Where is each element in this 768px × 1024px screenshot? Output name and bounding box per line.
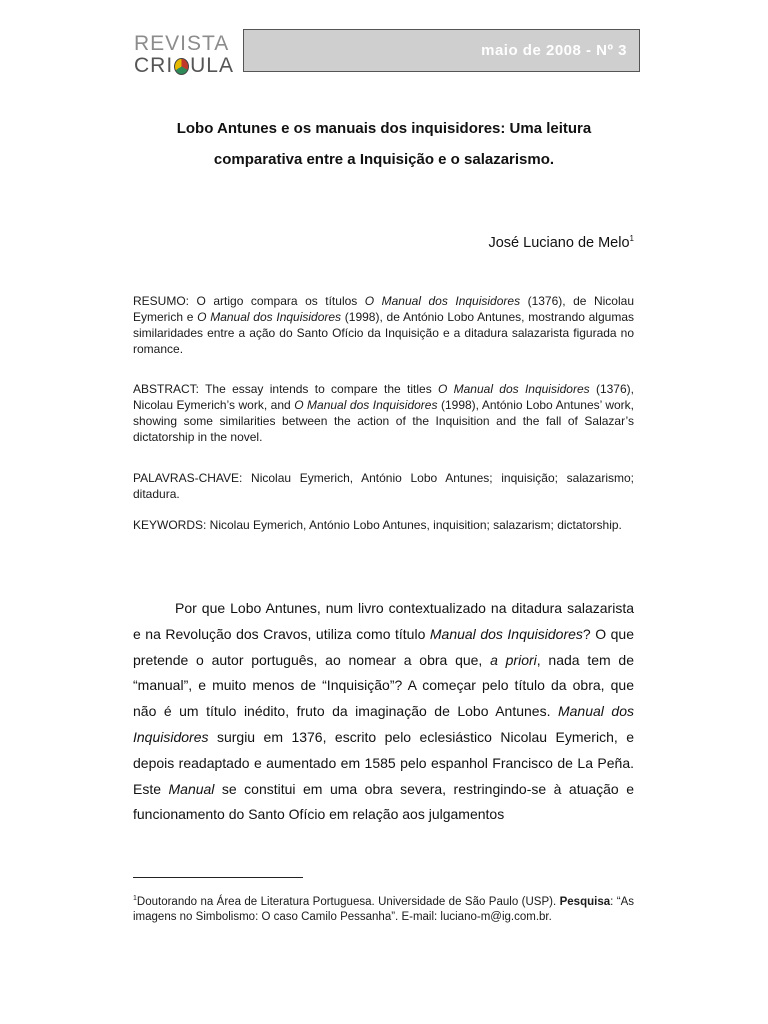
body-italic-3: Manual dos Inquisidores	[133, 703, 634, 745]
body-text-5: se constitui em uma obra severa, restringindo-se à atuação e funcionamento do Santo Ofício em relação aos julgamentos	[133, 780, 634, 823]
footnote-divider	[133, 877, 303, 878]
abstract-title-1: O Manual dos Inquisidores	[438, 382, 590, 396]
author-footnote-mark: 1	[629, 234, 634, 243]
resumo-title-2: O Manual dos Inquisidores	[197, 310, 342, 324]
abstract-paragraph	[133, 381, 634, 445]
abstract-text-3: (1998), António Lobo Antunes’ work, showing some similarities between the action of the Inquisition and the fall of Salazar’s dictatorship in the novel.	[133, 398, 635, 444]
resumo-text-2: (1376), de Nicolau Eymerich e	[133, 294, 634, 324]
resumo-text-1: RESUMO: O artigo compara os títulos	[133, 294, 365, 308]
footnote	[133, 891, 634, 925]
resumo-title-1: O Manual dos Inquisidores	[364, 294, 521, 308]
body-text-1: Por que Lobo Antunes, num livro contextualizado na ditadura salazarista e na Revolução dos Cravos, utiliza como título	[133, 600, 634, 642]
palavras-chave-paragraph	[133, 470, 634, 502]
logo-text-crioula	[134, 55, 234, 77]
footnote-text-1: Doutorando na Área de Literatura Portuguesa. Universidade de São Paulo (USP).	[136, 895, 560, 908]
keywords-text: KEYWORDS: Nicolau Eymerich, António Lobo Antunes, inquisition; salazarism; dictatorship.	[133, 518, 622, 532]
palavras-chave-text: PALAVRAS-CHAVE: Nicolau Eymerich, António Lobo Antunes; inquisição; salazarismo; ditadura.	[133, 471, 634, 501]
body-italic-4: Manual	[168, 780, 215, 797]
issue-label: maio de 2008 - Nº 3	[481, 42, 627, 59]
logo-text-part2: ULA	[190, 54, 234, 77]
footnote-mark: 1	[133, 895, 137, 902]
article-title	[120, 113, 648, 175]
body-text-2: ? O que pretende o autor português, ao nomear a obra que,	[133, 625, 634, 668]
body-italic-1: Manual dos Inquisidores	[429, 625, 583, 642]
resumo-text-3: (1998), de António Lobo Antunes, mostrando algumas similaridades entre a ação do Santo Ofício da Inquisição e a ditadura salazarista figurada no romance.	[133, 310, 634, 356]
body-paragraph	[133, 596, 634, 828]
article-title-line1: Lobo Antunes e os manuais dos inquisidores: Uma leitura	[176, 120, 592, 137]
issue-header-box	[243, 29, 640, 72]
footnote-text-2: : “As imagens no Simbolismo: O caso Camilo Pessanha”. E-mail: luciano-m@ig.com.br.	[133, 895, 634, 923]
keywords-paragraph	[133, 517, 634, 533]
author-name	[488, 234, 634, 251]
article-title-line2: comparativa entre a Inquisição e o salazarismo.	[213, 151, 555, 168]
author-text: José Luciano de Melo	[488, 234, 630, 251]
logo-text-revista: REVISTA	[134, 32, 230, 55]
abstract-title-2: O Manual dos Inquisidores	[294, 398, 438, 412]
journal-logo	[134, 33, 234, 77]
body-text-4: surgiu em 1376, escrito pelo eclesiástico Nicolau Eymerich, e depois readaptado e aumentado em 1585 pelo espanhol Francisco de La Peña. Este	[133, 728, 634, 797]
body-italic-2: a priori	[490, 651, 537, 668]
abstract-text-1: ABSTRACT: The essay intends to compare the titles	[133, 382, 438, 396]
abstract-text-2: (1376), Nicolau Eymerich’s work, and	[133, 382, 634, 412]
logo-text-part1: CRI	[134, 54, 174, 77]
resumo-paragraph	[133, 293, 634, 357]
logo-o-emblem-icon	[174, 58, 189, 75]
footnote-bold-label: Pesquisa	[559, 895, 611, 908]
body-text-3: , nada tem de “manual”, e muito menos de “Inquisição”? A começar pelo título da obra, que não é um título inédito, fruto da imaginação de Lobo Antunes.	[133, 651, 634, 720]
